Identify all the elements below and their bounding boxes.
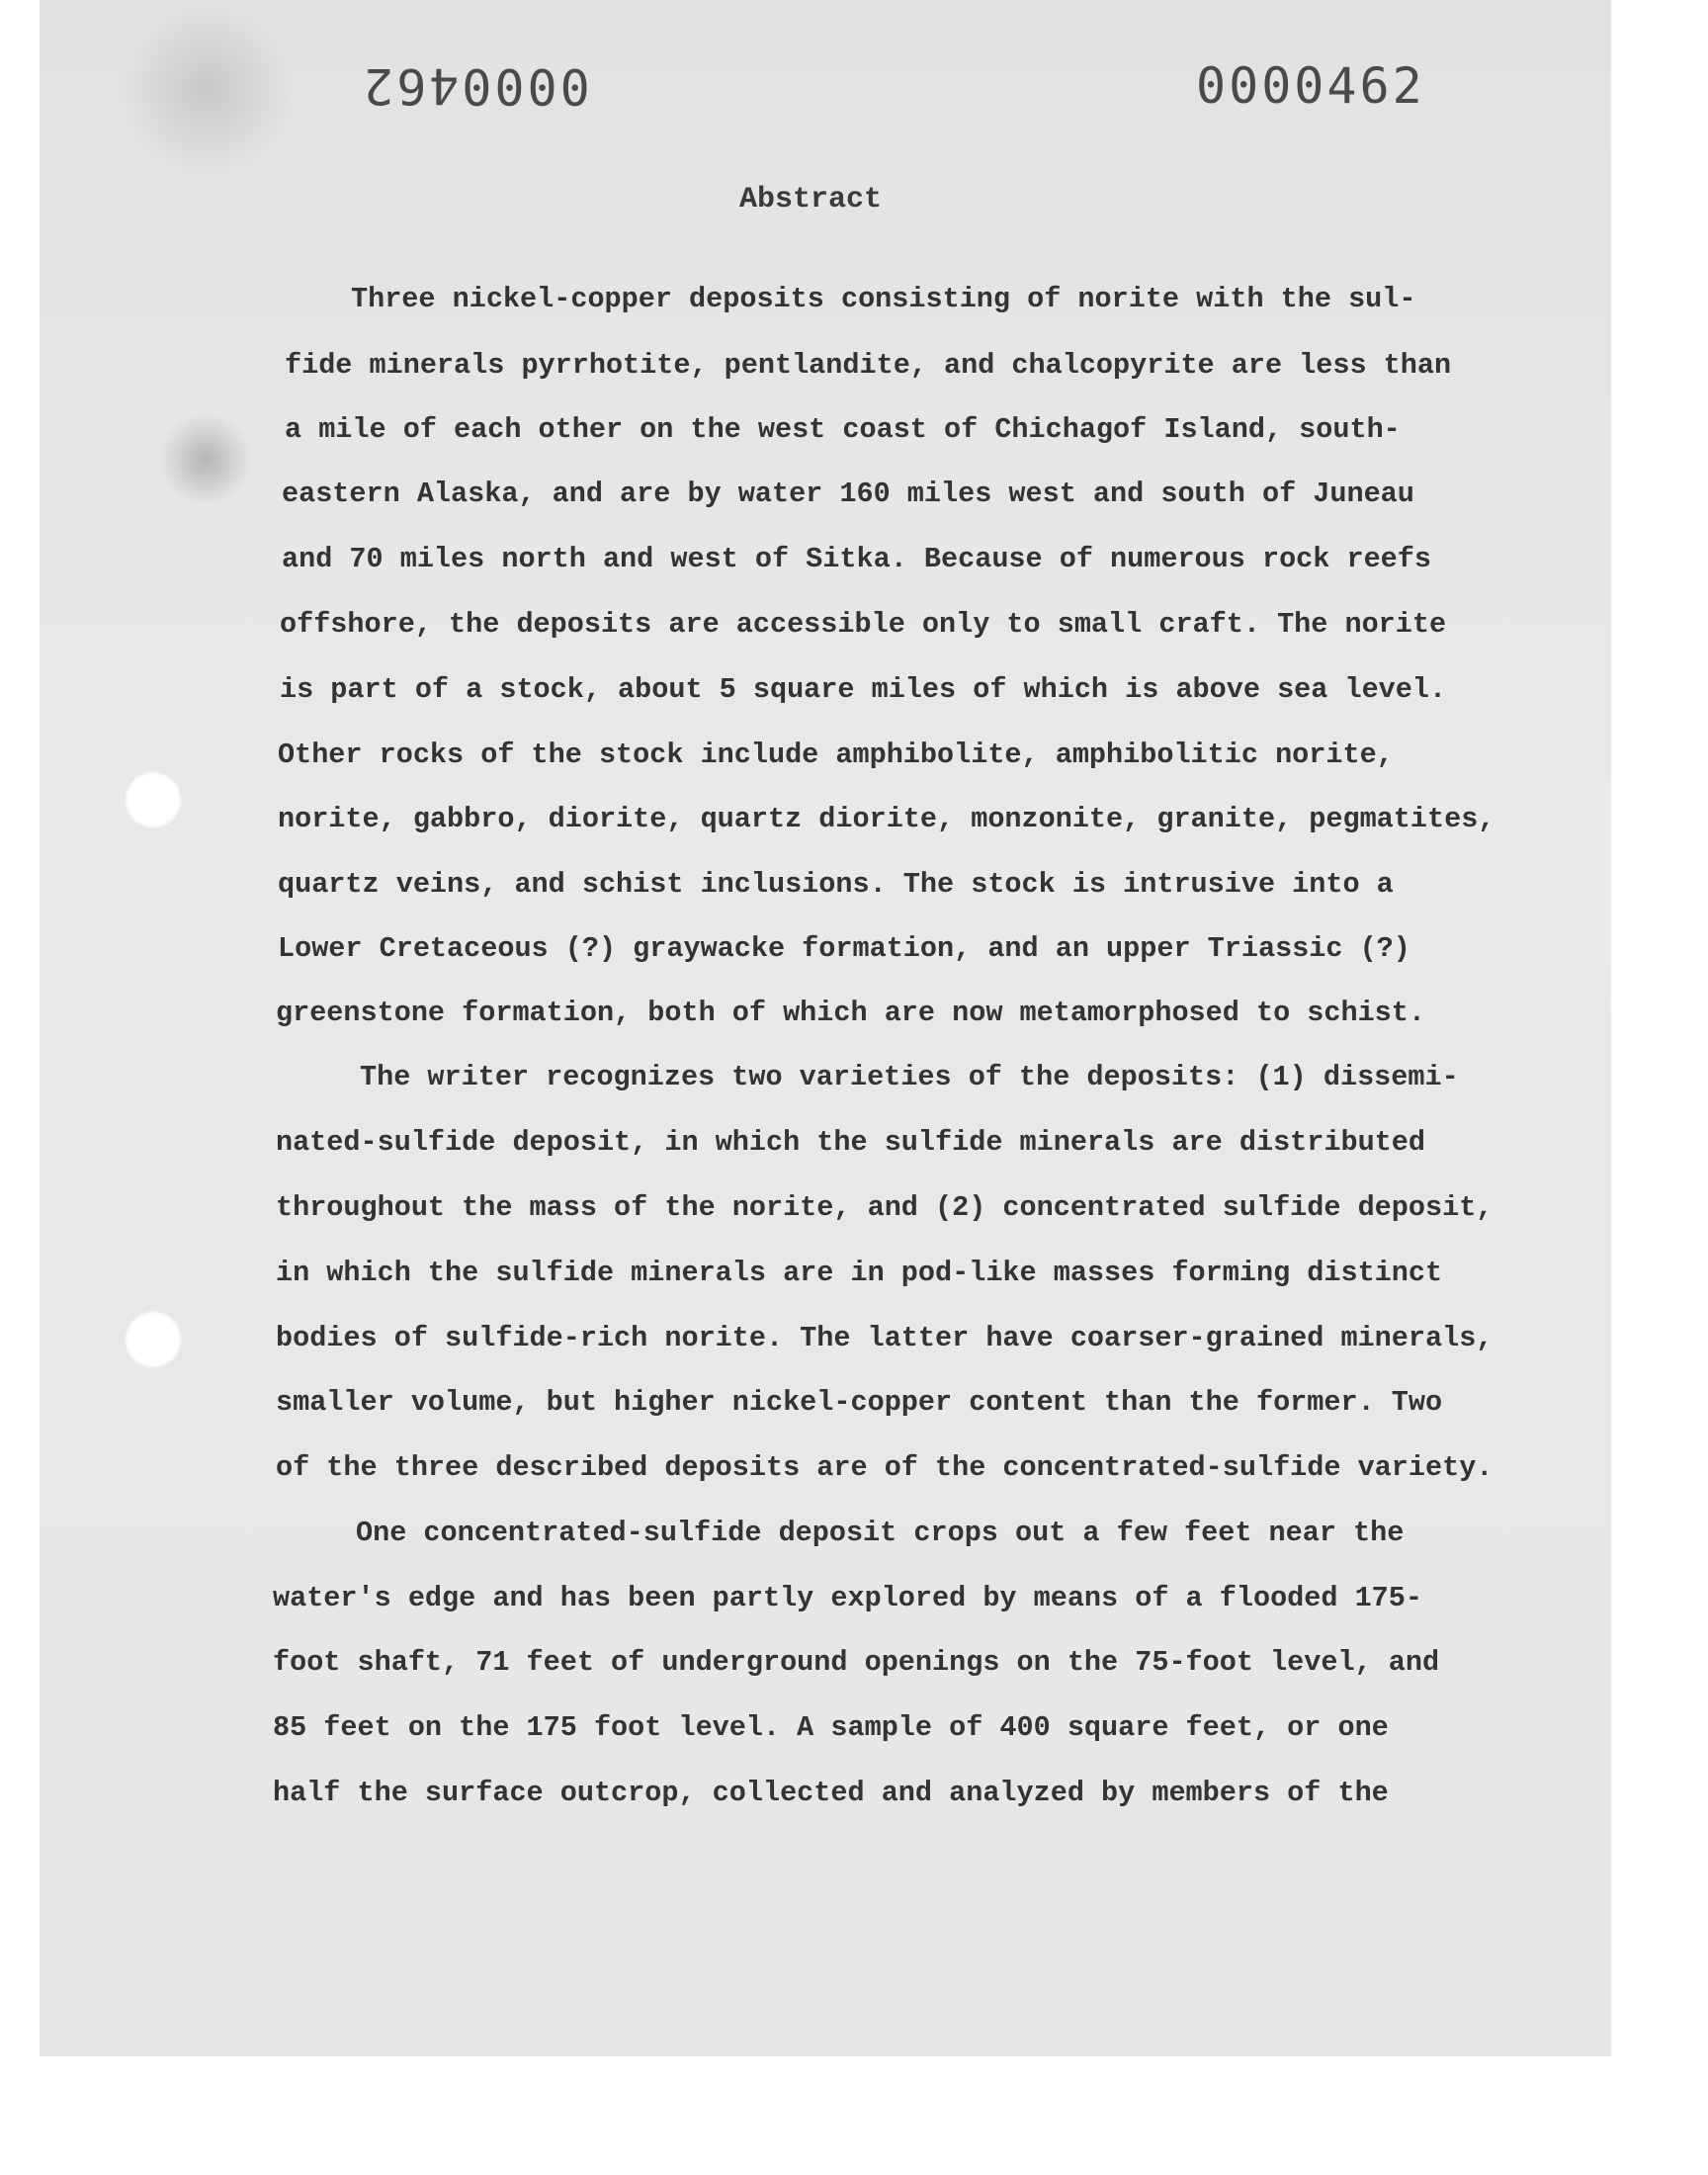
text-line: nated-sulfide deposit, in which the sulfide minerals are distributed bbox=[276, 1126, 1425, 1159]
text-line: Three nickel-copper deposits consisting of norite with the sul- bbox=[351, 283, 1416, 315]
text-line: is part of a stock, about 5 square miles of which is above sea level. bbox=[280, 673, 1447, 706]
text-line: bodies of sulfide-rich norite. The latter have coarser-grained minerals, bbox=[276, 1322, 1494, 1354]
text-line: quartz veins, and schist inclusions. The stock is intrusive into a bbox=[278, 868, 1394, 901]
page-number-stamp: 0000462 bbox=[1196, 57, 1425, 115]
abstract-heading: Abstract bbox=[738, 183, 883, 217]
mirrored-page-number: 0000462 bbox=[361, 57, 590, 115]
text-line: fide minerals pyrrhotite, pentlandite, and chalcopyrite are less than bbox=[285, 349, 1452, 382]
text-line: of the three described deposits are of the concentrated-sulfide variety. bbox=[276, 1451, 1494, 1484]
text-line: a mile of each other on the west coast of Chichagof Island, south- bbox=[285, 413, 1401, 446]
text-line: 85 feet on the 175 foot level. A sample of 400 square feet, or one bbox=[273, 1711, 1389, 1744]
text-line: eastern Alaska, and are by water 160 miles west and south of Juneau bbox=[282, 478, 1414, 510]
text-line: norite, gabbro, diorite, quartz diorite, monzonite, granite, pegmatites, bbox=[278, 803, 1495, 835]
text-line: in which the sulfide minerals are in pod-like masses forming distinct bbox=[276, 1257, 1443, 1289]
text-line: throughout the mass of the norite, and (2) concentrated sulfide deposit, bbox=[276, 1191, 1494, 1224]
text-line: offshore, the deposits are accessible only to small craft. The norite bbox=[280, 608, 1447, 641]
text-line: half the surface outcrop, collected and analyzed by members of the bbox=[273, 1777, 1389, 1809]
text-line: foot shaft, 71 feet of underground openings on the 75-foot level, and bbox=[273, 1646, 1440, 1679]
text-line: greenstone formation, both of which are now metamorphosed to schist. bbox=[276, 997, 1425, 1029]
text-line: smaller volume, but higher nickel-copper content than the former. Two bbox=[276, 1386, 1443, 1419]
text-line: and 70 miles north and west of Sitka. Because of numerous rock reefs bbox=[282, 543, 1431, 575]
text-line: The writer recognizes two varieties of the deposits: (1) dissemi- bbox=[360, 1061, 1459, 1093]
text-line: Other rocks of the stock include amphibolite, amphibolitic norite, bbox=[278, 739, 1394, 771]
text-line: Lower Cretaceous (?) graywacke formation, and an upper Triassic (?) bbox=[278, 932, 1410, 965]
text-line: water's edge and has been partly explored by means of a flooded 175- bbox=[273, 1582, 1422, 1614]
text-line: One concentrated-sulfide deposit crops out a few feet near the bbox=[356, 1517, 1405, 1549]
